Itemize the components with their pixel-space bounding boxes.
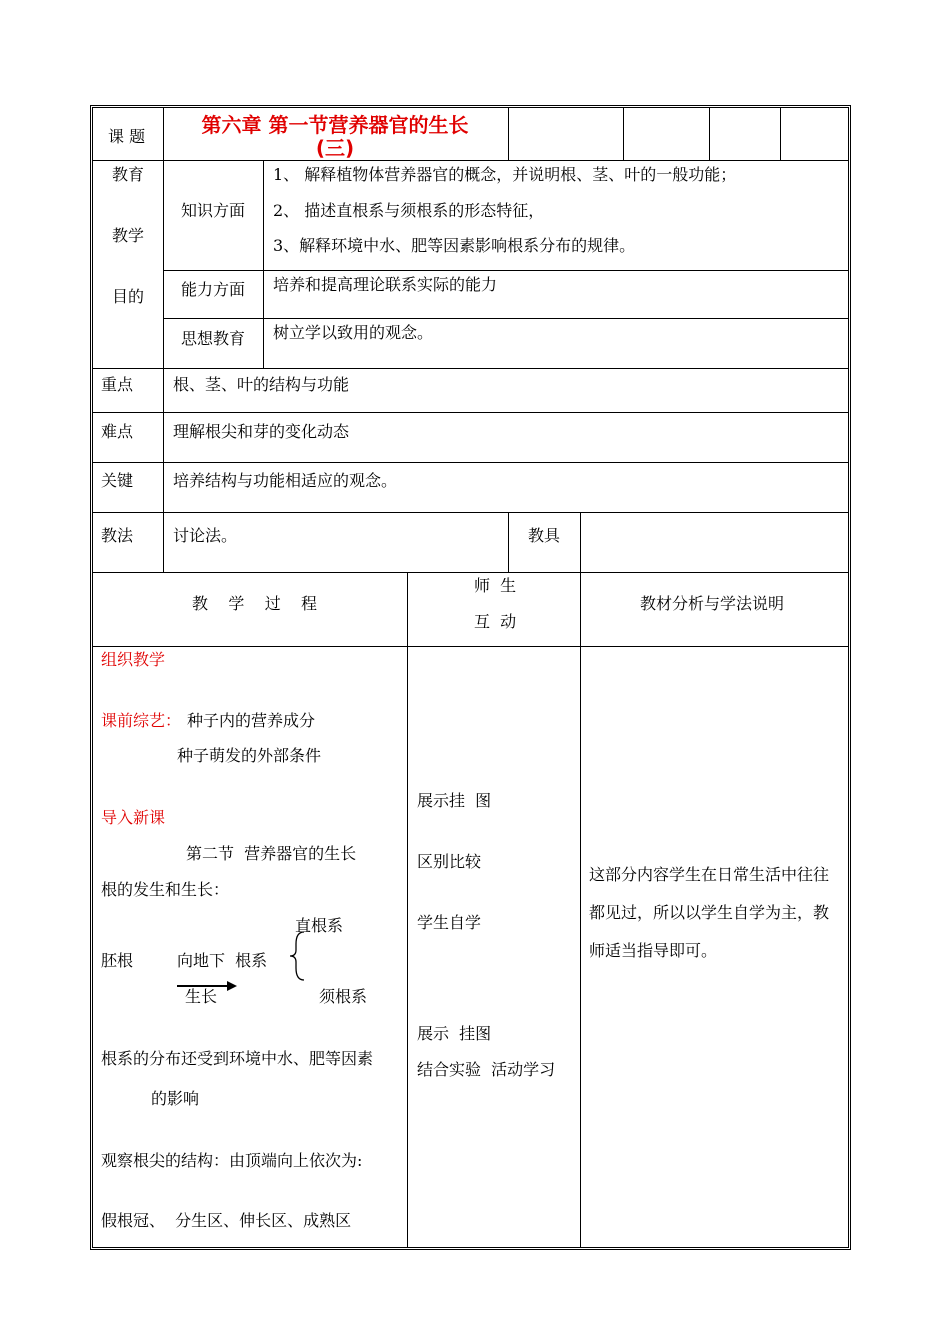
review-item: 种子萌发的外部条件 bbox=[177, 746, 322, 765]
organize-heading: 组织教学 bbox=[101, 650, 166, 669]
interaction-item: 展示挂 图 bbox=[417, 791, 492, 810]
row-divider bbox=[93, 412, 848, 413]
analysis-text: 这部分内容学生在日常生活中往往都见过，所以以学生自学为主，教师适当指导即可。 bbox=[589, 865, 830, 960]
analysis-header: 教材分析与学法说明 bbox=[640, 594, 785, 613]
column-divider bbox=[508, 512, 509, 572]
tools-label: 教具 bbox=[528, 526, 561, 545]
column-divider bbox=[508, 108, 509, 160]
section-title: 第二节 营养器官的生长 bbox=[186, 844, 357, 863]
process-header: 教 学 过 程 bbox=[192, 594, 318, 613]
downward-label: 向地下 根系 bbox=[177, 951, 268, 970]
interaction-item: 展示 挂图 bbox=[417, 1024, 492, 1043]
key-label: 关键 bbox=[101, 471, 134, 490]
root-growth: 根的发生和生长： bbox=[101, 880, 230, 899]
objectives-label: 目的 bbox=[112, 287, 145, 306]
row-divider bbox=[93, 462, 848, 463]
column-divider bbox=[163, 108, 164, 572]
column-divider bbox=[709, 108, 710, 160]
interaction-item: 学生自学 bbox=[417, 913, 482, 932]
key-text: 培养结构与功能相适应的观念。 bbox=[173, 471, 398, 490]
intro-heading: 导入新课 bbox=[101, 808, 166, 827]
brace-icon bbox=[288, 930, 308, 982]
key-points-text: 根、茎、叶的结构与功能 bbox=[173, 375, 350, 394]
topic-title: 第六章 第一节营养器官的生长 bbox=[201, 113, 469, 137]
row-divider bbox=[93, 512, 848, 513]
grow-label: 生长 bbox=[185, 987, 218, 1006]
row-divider bbox=[163, 270, 848, 271]
distribution-text: 根系的分布还受到环境中水、肥等因素 bbox=[101, 1049, 374, 1068]
knowledge-item: 2、 描述直根系与须根系的形态特征， bbox=[273, 201, 545, 220]
thought-text: 树立学以致用的观念。 bbox=[273, 323, 434, 342]
zones-text: 假根冠、 分生区、伸长区、成熟区 bbox=[101, 1211, 352, 1230]
fibrous-label: 须根系 bbox=[319, 987, 368, 1006]
row-divider bbox=[93, 646, 848, 647]
observe-text: 观察根尖的结构：由顶端向上依次为: bbox=[101, 1151, 363, 1170]
column-divider bbox=[263, 160, 264, 368]
difficulty-text: 理解根尖和芽的变化动态 bbox=[173, 422, 350, 441]
objectives-label: 教育 bbox=[112, 165, 145, 184]
topic-title-suffix: (三) bbox=[315, 136, 355, 160]
difficulty-label: 难点 bbox=[101, 422, 134, 441]
column-divider bbox=[623, 108, 624, 160]
column-divider bbox=[407, 572, 408, 1247]
interaction-item: 结合实验 活动学习 bbox=[417, 1060, 556, 1079]
ability-text: 培养和提高理论联系实际的能力 bbox=[273, 275, 498, 294]
row-divider bbox=[93, 572, 848, 573]
column-divider bbox=[780, 108, 781, 160]
row-divider bbox=[163, 318, 848, 319]
key-points-label: 重点 bbox=[101, 375, 134, 394]
taproot-label: 直根系 bbox=[295, 916, 344, 935]
knowledge-item: 1、 解释植物体营养器官的概念，并说明根、茎、叶的一般功能； bbox=[273, 165, 737, 184]
method-label: 教法 bbox=[101, 526, 134, 545]
review-label: 课前综艺： bbox=[101, 711, 182, 730]
interaction-header: 互 动 bbox=[474, 612, 517, 631]
distribution-text: 的影响 bbox=[151, 1089, 200, 1108]
ability-label: 能力方面 bbox=[181, 280, 246, 299]
knowledge-label: 知识方面 bbox=[181, 201, 246, 220]
topic-label: 课 题 bbox=[108, 127, 146, 146]
review-item: 种子内的营养成分 bbox=[187, 711, 316, 730]
radicle-label: 胚根 bbox=[101, 951, 134, 970]
knowledge-item: 3、解释环境中水、肥等因素影响根系分布的规律。 bbox=[273, 236, 636, 255]
objectives-label: 教学 bbox=[112, 226, 145, 245]
method-text: 讨论法。 bbox=[173, 526, 238, 545]
column-divider bbox=[580, 512, 581, 1247]
row-divider bbox=[93, 160, 848, 161]
thought-label: 思想教育 bbox=[181, 329, 246, 348]
row-divider bbox=[93, 368, 848, 369]
interaction-item: 区别比较 bbox=[417, 852, 482, 871]
interaction-header: 师 生 bbox=[474, 576, 517, 595]
